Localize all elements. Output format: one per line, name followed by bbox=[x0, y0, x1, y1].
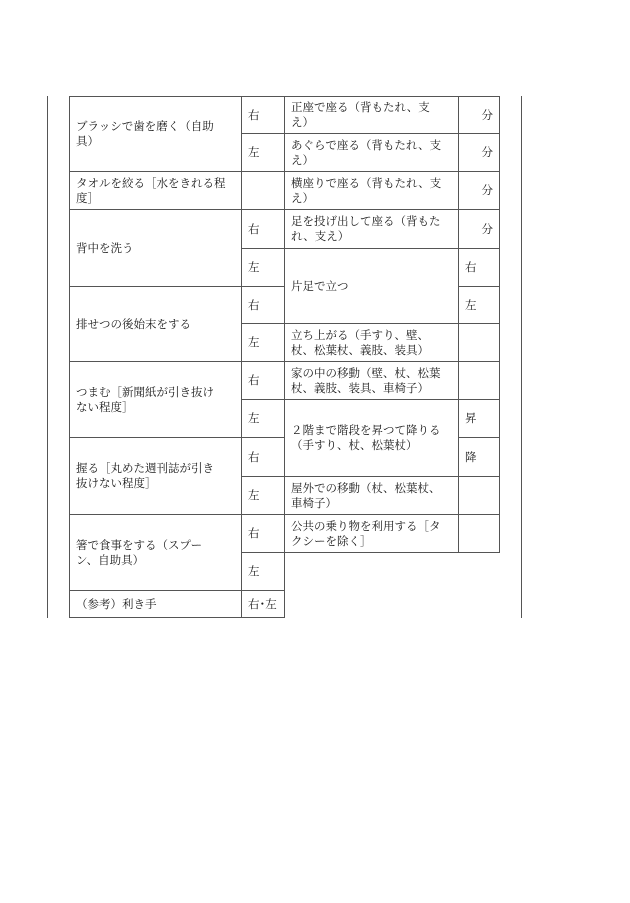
left-task-cell: 背中を洗う bbox=[69, 209, 242, 287]
right-task-cell: あぐらで座る（背もたれ、支 え） bbox=[284, 133, 459, 172]
right-side-cell: 右 bbox=[458, 248, 500, 287]
right-side-cell: 左 bbox=[458, 286, 500, 324]
left-side-cell: 右 bbox=[241, 361, 285, 400]
left-task-cell: つまむ［新聞紙が引き抜け ない程度］ bbox=[69, 361, 242, 438]
right-value-cell bbox=[458, 514, 500, 553]
left-task-cell: 握る［丸めた週刊誌が引き 抜けない程度］ bbox=[69, 437, 242, 515]
left-side-cell: 左 bbox=[241, 248, 285, 287]
left-task-cell: 箸で食事をする（スプー ン、自助具） bbox=[69, 514, 242, 591]
left-task-cell: 排せつの後始末をする bbox=[69, 286, 242, 362]
right-task-cell: ２階まで階段を昇つて降りる （手すり、杖、松葉杖） bbox=[284, 399, 459, 477]
right-task-cell: 家の中の移動（壁、杖、松葉 杖、義肢、装具、車椅子） bbox=[284, 361, 459, 400]
right-task-cell: 立ち上がる（手すり、壁、 杖、松葉杖、義肢、装具） bbox=[284, 323, 459, 362]
left-side-cell: 左 bbox=[241, 133, 285, 172]
right-task-cell: 片足で立つ bbox=[284, 248, 459, 324]
right-task-cell: 公共の乗り物を利用する［タ クシーを除く］ bbox=[284, 514, 459, 553]
left-side-cell: 左 bbox=[241, 476, 285, 515]
right-task-cell: 屋外での移動（杖、松葉杖、 車椅子） bbox=[284, 476, 459, 515]
left-task-cell: タオルを絞る［水をきれる程 度］ bbox=[69, 171, 242, 210]
dominant-hand-value: 右･左 bbox=[241, 590, 285, 618]
left-side-cell: 左 bbox=[241, 552, 285, 591]
right-task-cell: 横座りで座る（背もたれ、支 え） bbox=[284, 171, 459, 210]
left-side-cell: 右 bbox=[241, 437, 285, 477]
left-margin-line bbox=[47, 96, 48, 618]
right-value-cell: 分 bbox=[458, 209, 500, 249]
right-value-cell bbox=[458, 476, 500, 515]
left-side-cell bbox=[241, 171, 285, 210]
left-task-cell: ブラッシで歯を磨く（自助 具） bbox=[69, 96, 242, 172]
right-side-cell: 降 bbox=[458, 437, 500, 477]
right-task-cell: 正座で座る（背もたれ、支 え） bbox=[284, 96, 459, 134]
dominant-hand-label: （参考）利き手 bbox=[69, 590, 242, 618]
left-side-cell: 右 bbox=[241, 96, 285, 134]
left-side-cell: 左 bbox=[241, 323, 285, 362]
right-value-cell bbox=[458, 361, 500, 400]
right-value-cell: 分 bbox=[458, 96, 500, 134]
right-value-cell: 分 bbox=[458, 171, 500, 210]
right-value-cell bbox=[458, 323, 500, 362]
right-value-cell: 分 bbox=[458, 133, 500, 172]
left-side-cell: 右 bbox=[241, 286, 285, 324]
right-task-cell: 足を投げ出して座る（背もた れ、支え） bbox=[284, 209, 459, 249]
right-side-cell: 昇 bbox=[458, 399, 500, 438]
left-side-cell: 右 bbox=[241, 209, 285, 249]
left-side-cell: 左 bbox=[241, 399, 285, 438]
left-side-cell: 右 bbox=[241, 514, 285, 553]
right-margin-line bbox=[521, 96, 522, 618]
